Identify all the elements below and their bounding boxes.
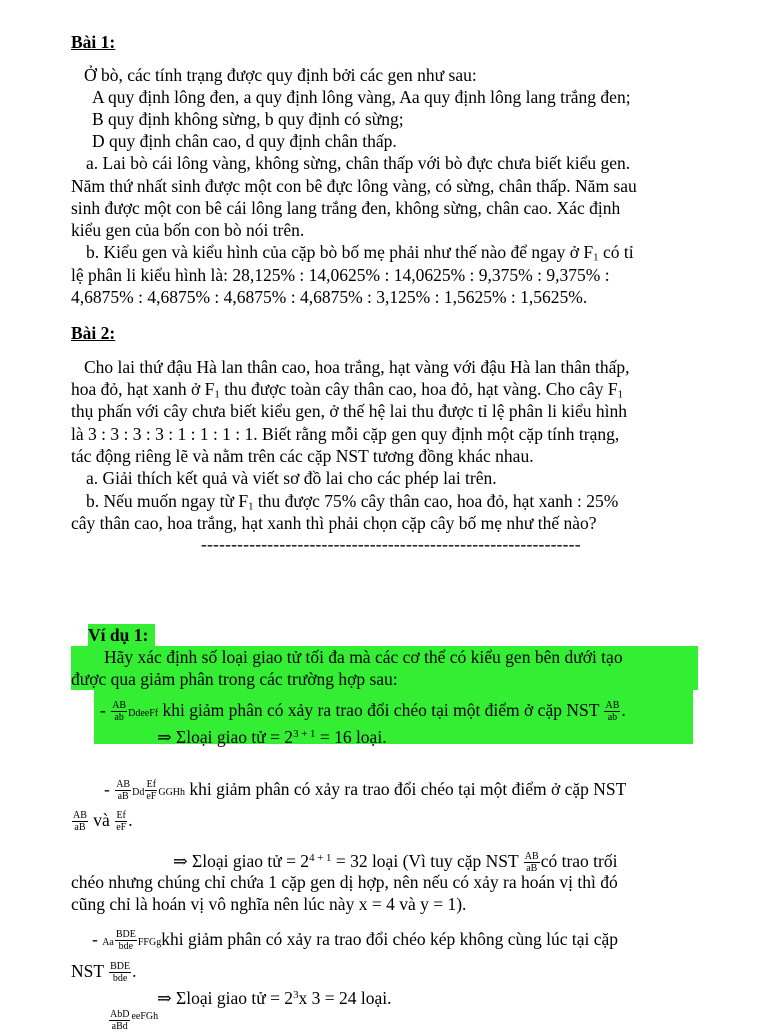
case1-line: - $\frac{AB}{ab}$ DdeeFf khi giảm phân có xảy ra trao đổi chéo tại một điểm ở cặp NST $\frac{AB}{ab}$ .: [100, 700, 626, 724]
bai1-rule-d: D quy định chân cao, d quy định chân thấp.: [92, 131, 397, 151]
case2-fraction-ef: $\frac{Ef}{eF}$: [146, 779, 157, 803]
case2-result: ⇒ Σloại giao tử = $2^{4 + 1} = 32$ loại (Vì tuy cặp NST $\frac{AB}{aB}$ có trao trối: [173, 850, 618, 875]
case3-dash: -: [92, 929, 98, 949]
bai2-a: a. Giải thích kết quả và viết sơ đồ lai cho các phép lai trên.: [86, 468, 497, 488]
case2-text: khi giảm phân có xảy ra trao đổi chéo tại một điểm ở cặp NST: [185, 779, 627, 799]
bai2-p5: tác động riêng lẽ và nằm trên các cặp NST tương đồng khác nhau.: [71, 446, 534, 466]
case2-dash: -: [104, 779, 110, 799]
bai1-intro: Ở bò, các tính trạng được quy định bởi các gen như sau:: [84, 65, 477, 85]
case1-genotype-tail: DdeeFf: [128, 708, 159, 719]
vidu-intro-line1: Hãy xác định số loại giao tử tối đa mà các cơ thể có kiểu gen bên dưới tạo: [104, 647, 623, 667]
bai2-p3: thụ phấn với cây chưa biết kiểu gen, ở thế hệ lai thu được tỉ lệ phân li kiểu hình: [71, 401, 628, 421]
case1-genotype-fraction: $\frac{AB}{ab}$: [112, 700, 127, 724]
bai1-b-line3: 4,6875% : 4,6875% : 4,6875% : 4,6875% : 3,125% : 1,5625% : 1,5625%.: [71, 287, 588, 307]
case2-nst-list: $\frac{AB}{aB}$ và $\frac{Ef}{eF}$ .: [73, 810, 133, 834]
case3-result: ⇒ Σloại giao tử = $2^3x$ 3 = 24 loại.: [157, 987, 392, 1008]
case1-text: khi giảm phân có xảy ra trao đổi chéo tại một điểm ở cặp NST: [158, 700, 604, 720]
bai2-p1: Cho lai thứ đậu Hà lan thân cao, hoa trắng, hạt vàng với đậu Hà lan thân thấp,: [84, 357, 630, 377]
bai2-b-line2: cây thân cao, hoa trắng, hạt xanh thì phải chọn cặp cây bố mẹ như thế nào?: [71, 513, 597, 533]
bai1-b-line1: b. Kiểu gen và kiểu hình của cặp bò bố mẹ phải như thế nào để ngay ở $F_1$ có tỉ: [86, 242, 634, 264]
case2-fraction-ab: $\frac{AB}{aB}$: [116, 779, 131, 803]
vidu-intro-line2: được qua giảm phân trong các trường hợp sau:: [71, 669, 398, 689]
bai1-a-line3: sinh được một con bê cái lông lang trắng đen, không sừng, chân cao. Xác định: [71, 198, 621, 218]
bai1-a-line4: kiểu gen của bốn con bò nói trên.: [71, 220, 305, 240]
bai1-rule-b: B quy định không sừng, b quy định có sừng;: [92, 109, 404, 129]
bai1-a-line2: Năm thứ nhất sinh được một con bê đực lông vàng, có sừng, chân thấp. Năm sau: [71, 176, 637, 196]
case2-line2: chéo nhưng chúng chỉ chứa 1 cặp gen dị hợp, nên nếu có xảy ra hoán vị thì đó: [71, 872, 618, 892]
case3-nst: NST $\frac{\text{BDE}}{\text{bde}}$ .: [71, 961, 137, 985]
case2-line3: cũng chỉ là hoán vị vô nghĩa nên lúc này x = 4 và y = 1).: [71, 894, 467, 914]
case4-line-partial: $\frac{\text{AbD}}{\text{aBd}}$ $^{eeFGh}$: [110, 1009, 159, 1032]
bai2-p2: hoa đỏ, hạt xanh ở $F_1$ thu được toàn cây thân cao, hoa đỏ, hạt vàng. Cho cây $F_1$: [71, 379, 624, 401]
bai1-a-line1: a. Lai bò cái lông vàng, không sừng, chân thấp với bò đực chưa biết kiểu gen.: [86, 153, 631, 173]
case1-result: ⇒ Σloại giao tử = $2^{3 + 1} = 16$ loại.: [157, 726, 387, 747]
bai1-b-line2: lệ phân li kiểu hình là: 28,125% : 14,0625% : 14,0625% : 9,375% : 9,375% :: [71, 265, 610, 285]
vidu-title: Ví dụ 1:: [88, 625, 149, 645]
bai2-b-line1: b. Nếu muốn ngay từ $F_1$ thu được 75% cây thân cao, hoa đỏ, hạt xanh : 25%: [86, 491, 619, 513]
bai1-rule-a: A quy định lông đen, a quy định lông vàng, Aa quy định lông lang trắng đen;: [92, 87, 631, 107]
case3-fraction: $\frac{\text{BDE}}{\text{bde}}$: [115, 929, 136, 953]
case3-text: khi giảm phân có xảy ra trao đổi chéo kép không cùng lúc tại cặp: [161, 929, 619, 949]
bai2-title: Bài 2:: [71, 323, 116, 343]
case1-dash: -: [100, 700, 106, 720]
bai2-p4: là 3 : 3 : 3 : 3 : 1 : 1 : 1 : 1. Biết rằng mỗi cặp gen quy định một cặp tính trạng,: [71, 424, 620, 444]
case1-nst-fraction: $\frac{AB}{ab}$: [605, 700, 620, 724]
case2-line: - $\frac{AB}{aB}$ Dd $\frac{Ef}{eF}$ GGHh khi giảm phân có xảy ra trao đổi chéo tại một điểm ở cặp NST: [104, 779, 627, 803]
separator-line: ---------------------------------------------------------------: [201, 534, 581, 554]
bai1-title: Bài 1:: [71, 32, 116, 52]
case3-line: - Aa $\frac{\text{BDE}}{\text{bde}}$ FFGgkhi giảm phân có xảy ra trao đổi chéo kép không cùng lúc tại cặp: [92, 929, 619, 953]
